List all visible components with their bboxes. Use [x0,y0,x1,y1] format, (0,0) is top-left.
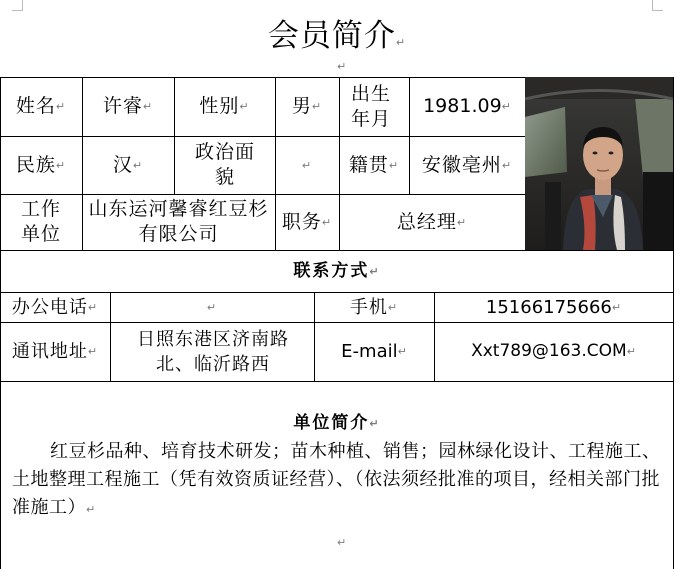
mobile-label: 手机 ↵ [349,296,399,318]
position-value: 总经理 ↵ [396,210,468,233]
ethnicity-label: 民族 ↵ [15,153,67,176]
contact-heading: 联系方式 ↵ [293,260,381,281]
page-title: 会员简介↵ [267,18,407,54]
work-unit-label: 工作单位 [20,198,61,245]
office-phone-value: ↵ [206,300,218,314]
mobile-value: 15166175666 ↵ [485,296,622,318]
name-value: 许睿 ↵ [102,95,154,117]
birth-label: 出生年月 [350,82,391,130]
politics-value: ↵ [301,158,313,172]
paragraph-mark: ↵ [337,60,347,73]
office-phone-label: 办公电话 ↵ [11,296,99,318]
address-value: 日照东港区济南路北、临沂路西 [137,328,289,375]
origin-value: 安徽亳州 ↵ [421,153,513,176]
birth-value: 1981.09 ↵ [423,95,511,117]
paragraph-mark: ↵ [337,536,347,549]
company-description: 红豆杉品种、培育技术研发；苗木种植、销售；园林绿化设计、工程施工、土地整理工程施工（凭有效资质证经营）、（依法须经批准的项目，经相关部门批准施工）↵ [12,441,661,518]
address-label: 通讯地址 ↵ [11,341,99,362]
gender-label: 性别 ↵ [199,95,250,117]
politics-label: 政治面貌 [194,141,255,188]
origin-label: 籍贯 ↵ [348,153,400,176]
email-value: Xxt789@163.COM ↵ [471,341,636,361]
name-label: 姓名 ↵ [15,95,67,117]
ethnicity-value: 汉 ↵ [112,153,144,176]
member-photo [525,77,673,250]
position-label: 职务 ↵ [281,210,333,233]
gender-value: 男 ↵ [291,95,323,117]
email-label: E-mail ↵ [341,341,407,362]
company-heading: 单位简介 ↵ [293,412,381,433]
work-unit-value: 山东运河馨睿红豆杉有限公司 [88,198,269,245]
